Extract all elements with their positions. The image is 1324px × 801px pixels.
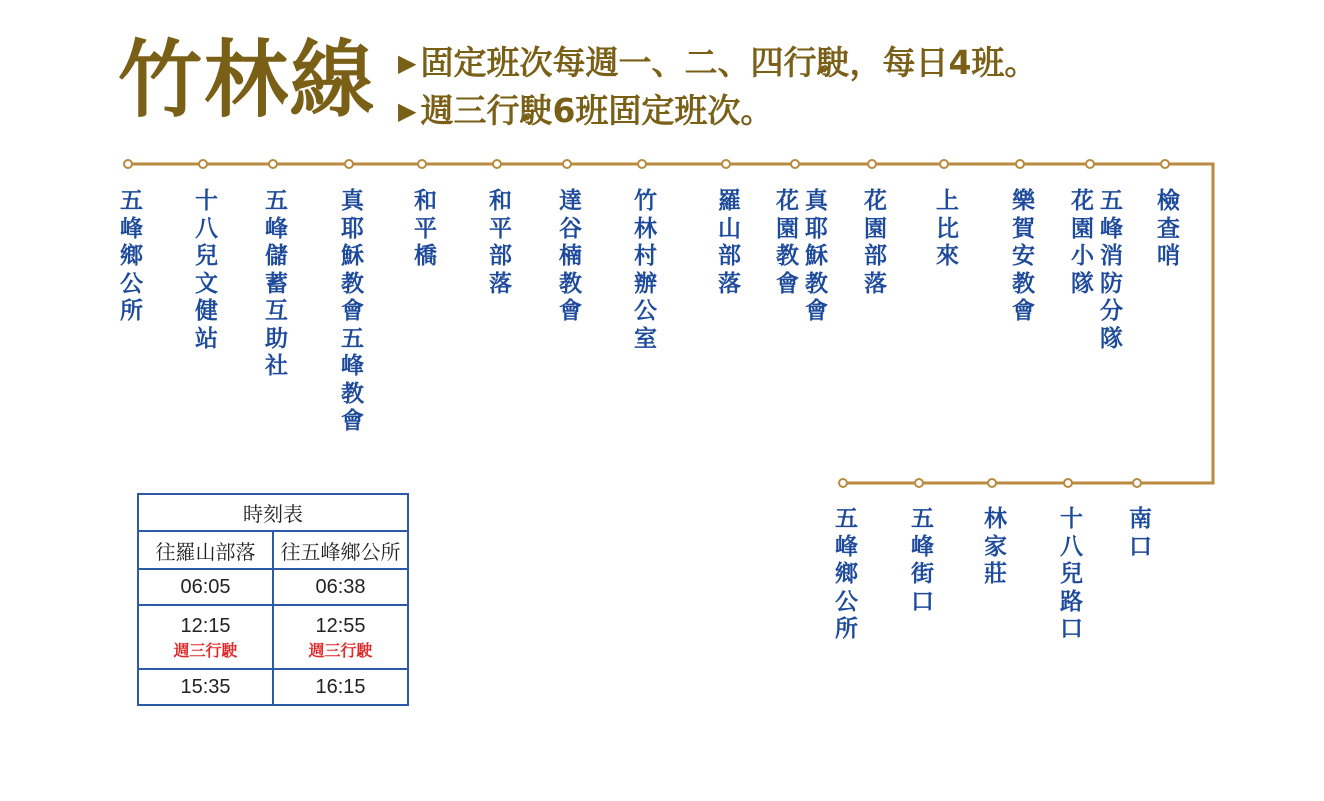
time-cell: 06:05 xyxy=(138,569,273,605)
stop-marker xyxy=(269,160,277,168)
stop-name: 南 口 xyxy=(1129,506,1152,560)
table-row xyxy=(138,569,408,605)
table-row xyxy=(138,605,408,669)
stop-marker xyxy=(915,479,923,487)
stop-marker xyxy=(418,160,426,168)
time-cell xyxy=(273,605,408,669)
time-cell: 16:15 xyxy=(273,669,408,705)
stop-marker xyxy=(791,160,799,168)
arrow-right-icon: ▶ xyxy=(398,49,417,77)
stop-label xyxy=(627,190,657,355)
stop-marker xyxy=(1161,160,1169,168)
stop-name: 林 家 莊 xyxy=(984,506,1007,587)
stop-marker xyxy=(1133,479,1141,487)
stop-label xyxy=(1005,190,1035,328)
stop-name: 檢 查 哨 xyxy=(1157,188,1180,269)
stop-name: 十 八 兒 路 口 xyxy=(1060,506,1083,642)
stop-marker xyxy=(868,160,876,168)
stop-name: 真 耶 穌 教 會 五 峰 教 會 xyxy=(341,188,364,434)
time-value: 12:15 xyxy=(180,614,231,637)
stop-name: 羅 山 部 落 xyxy=(718,188,741,297)
stop-marker xyxy=(124,160,132,168)
stop-marker xyxy=(722,160,730,168)
stop-name: 五 峰 消 防 分 隊 xyxy=(1100,188,1123,352)
stop-marker xyxy=(1064,479,1072,487)
schedule-note-text: 固定班次每週一、二、四行駛，每日4班。 xyxy=(420,43,1038,82)
arrow-right-icon: ▶ xyxy=(398,97,417,125)
stop-marker xyxy=(493,160,501,168)
stop-label xyxy=(1122,508,1152,563)
stop-label xyxy=(904,508,934,618)
stop-marker xyxy=(638,160,646,168)
stop-label xyxy=(977,508,1007,591)
wednesday-note: 週三行駛 xyxy=(173,640,238,660)
stop-name: 花 園 教 會 xyxy=(776,188,799,297)
stop-marker xyxy=(199,160,207,168)
stop-name: 五 峰 儲 蓄 互 助 社 xyxy=(265,188,288,379)
route-line xyxy=(128,164,1213,483)
stop-name: 達 谷 楠 教 會 xyxy=(559,188,582,324)
stop-name: 和 平 部 落 xyxy=(489,188,512,297)
stop-label xyxy=(828,508,858,646)
time-cell xyxy=(138,605,273,669)
time-cell: 15:35 xyxy=(138,669,273,705)
stop-label xyxy=(188,190,218,355)
stop-name: 十 八 兒 文 健 站 xyxy=(195,188,218,352)
stop-name: 花 園 部 落 xyxy=(864,188,887,297)
stop-label xyxy=(258,190,288,383)
timetable xyxy=(137,493,409,706)
stop-marker xyxy=(1016,160,1024,168)
stop-name: 上 比 來 xyxy=(936,188,959,269)
stop-label xyxy=(1057,190,1123,355)
stop-label xyxy=(1150,190,1180,273)
stop-marker xyxy=(940,160,948,168)
stop-marker xyxy=(1086,160,1094,168)
stop-label xyxy=(1053,508,1083,646)
stop-label xyxy=(762,190,828,328)
route-title: 竹林線 xyxy=(118,31,377,129)
stop-name: 五 峰 鄉 公 所 xyxy=(120,188,143,324)
wednesday-note: 週三行駛 xyxy=(308,640,373,660)
stop-marker xyxy=(988,479,996,487)
stop-name: 五 峰 鄉 公 所 xyxy=(835,506,858,642)
stop-marker xyxy=(839,479,847,487)
time-cell: 06:38 xyxy=(273,569,408,605)
stop-name: 真 耶 穌 教 會 xyxy=(805,188,828,324)
schedule-note-text: 週三行駛6班固定班次。 xyxy=(420,91,774,130)
stop-label xyxy=(857,190,887,300)
stop-label xyxy=(113,190,143,328)
stop-label xyxy=(407,190,437,273)
stop-marker xyxy=(563,160,571,168)
table-row xyxy=(138,669,408,705)
stop-name: 竹 林 村 辦 公 室 xyxy=(634,188,657,352)
time-value: 12:55 xyxy=(315,614,366,637)
stop-label xyxy=(711,190,741,300)
header-to-wufeng: 往五峰鄉公所 xyxy=(273,531,408,569)
stop-name: 花 園 小 隊 xyxy=(1071,188,1094,297)
stop-marker xyxy=(345,160,353,168)
stop-label xyxy=(929,190,959,273)
stop-label xyxy=(334,190,364,438)
stop-name: 樂 賀 安 教 會 xyxy=(1012,188,1035,324)
stop-name: 和 平 橋 xyxy=(414,188,437,269)
stop-name: 五 峰 街 口 xyxy=(911,506,934,615)
timetable-title: 時刻表 xyxy=(138,494,408,531)
stop-label xyxy=(552,190,582,328)
header-to-luoshan: 往羅山部落 xyxy=(138,531,273,569)
stop-label xyxy=(482,190,512,300)
